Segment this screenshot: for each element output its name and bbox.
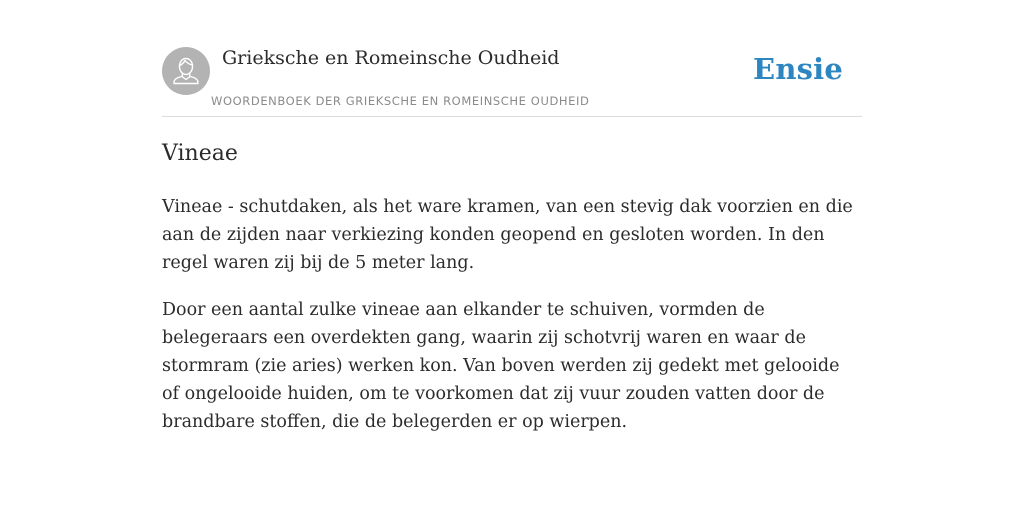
user-silhouette-icon: [162, 47, 210, 95]
dictionary-subtitle: WOORDENBOEK DER GRIEKSCHE EN ROMEINSCHE OUDHEID: [211, 94, 590, 108]
entry-body: [162, 193, 862, 455]
entry-paragraph: Vineae - schutdaken, als het ware kramen, van een stevig dak voorzien en die aan de zijden naar verkiezing konden geopend en gesloten worden. In den regel waren zij bij de 5 meter lang.: [162, 197, 853, 273]
dictionary-title[interactable]: Grieksche en Romeinsche Oudheid: [222, 47, 560, 69]
avatar[interactable]: [162, 47, 210, 95]
entry-title: Vineae: [162, 141, 238, 166]
ensie-logo[interactable]: Ensie: [753, 52, 843, 86]
entry-paragraph: Door een aantal zulke vineae aan elkander te schuiven, vormden de belegeraars een overdekten gang, waarin zij schotvrij waren en waar de stormram (zie aries) werken kon. Van boven werden zij gedekt met gelooide of ongelooide huiden, om te voorkomen dat zij vuur zouden vatten door de brandbare stoffen, die de belegerden er op wierpen.: [162, 300, 840, 432]
site-header: [162, 46, 862, 117]
